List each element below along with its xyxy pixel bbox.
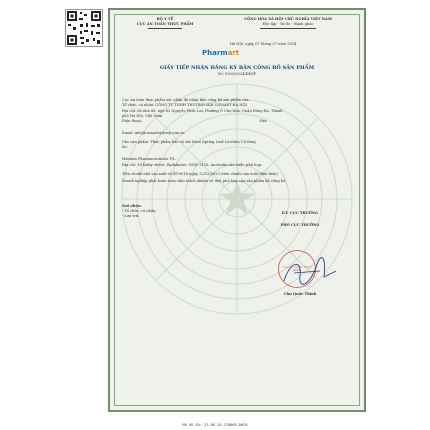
signature-on-behalf: KT. CỤC TRƯỞNG [281, 211, 319, 215]
signature-role: PHÓ CỤC TRƯỞNG [280, 223, 320, 227]
issue-date: Hà Nội, ngày 07 tháng 07 năm 2024 [230, 42, 297, 46]
qr-code [65, 9, 103, 47]
national-motto: Độc lập - Tự do - Hạnh phúc [262, 22, 314, 26]
recipients-heading: Nơi nhận: [122, 204, 142, 208]
header-right-rule [260, 28, 316, 29]
body-product: Cho sản phẩm: Thực phẩm bảo vệ sức khoẻ Spring Leaf Lecithin 1200mg [122, 140, 256, 144]
stamp-text: CỤC AN TOÀN THỰC PHẨM [282, 266, 312, 272]
body-standard: Tiêu chuẩn nhà sản xuất số BT-0016 ngày 22/12/2023 (tiêu chuẩn sản xuất đính kèm) [122, 172, 278, 176]
body-responsibility: Doanh nghiệp phải hoàn toàn chịu trách nhiệm về tính phù hợp của sản phẩm đã công bố. [122, 179, 287, 183]
document-number: Số: 5303/2024/ĐKSP [217, 72, 257, 76]
body-line-3: Địa chỉ: Số nhà 68, ngõ 82 Nguyễn Phúc Lai, Phường Ô Chợ Dừa, Quận Đống Đa, Thành [122, 109, 283, 113]
header-left-rule [148, 28, 182, 29]
body-manufacturer-address: Địa chỉ: 38 Kirby street, Rydalmere, NSW 2116, Australia sản xuất, phù hợp: [122, 163, 263, 167]
department-name: CỤC AN TOÀN THỰC PHẨM [136, 22, 194, 26]
body-line-4: phố Hà Nội, Việt Nam [122, 114, 163, 118]
document-title: GIẤY TIẾP NHẬN ĐĂNG KÝ BẢN CÔNG BỐ SẢN PHẨM [159, 65, 315, 71]
logo-text-art: art [227, 49, 240, 57]
handwritten-signature-icon [280, 255, 340, 289]
body-phone-label: Điện thoại: [122, 119, 143, 123]
body-line-1: Cục An toàn thực phẩm xác nhận đã nhận Bản công bố sản phẩm của: [122, 98, 250, 102]
recipient-2: - Lưu trữ. [122, 214, 140, 218]
republic-name: CỘNG HÒA XÃ HỘI CHỦ NGHĨA VIỆT NAM [244, 17, 332, 21]
certificate-frame [108, 8, 366, 412]
body-made-by: do: [122, 145, 128, 149]
body-manufacturer: Hemarn Pharmaceuticals P/L [122, 157, 176, 161]
ministry-name: BỘ Y TẾ [156, 17, 174, 21]
recipient-1: - Tổ chức, cá nhân; [122, 209, 157, 213]
logo-text-pharm: Pharm [202, 49, 228, 57]
signer-name: Chu Quốc Thịnh [283, 292, 317, 296]
body-email: Email: info@ozmartsydney.com.vn [122, 131, 185, 135]
dossier-code: MA HO SO: 23.08.26.270066.DKCB [182, 423, 248, 427]
body-line-2: Tổ chức, cá nhân: CÔNG TY TNHH THƯƠNG MẠI OZMART HÀ NỘI [122, 103, 247, 107]
pharmart-logo [202, 49, 239, 57]
body-fax-label: Fax: [260, 119, 268, 123]
